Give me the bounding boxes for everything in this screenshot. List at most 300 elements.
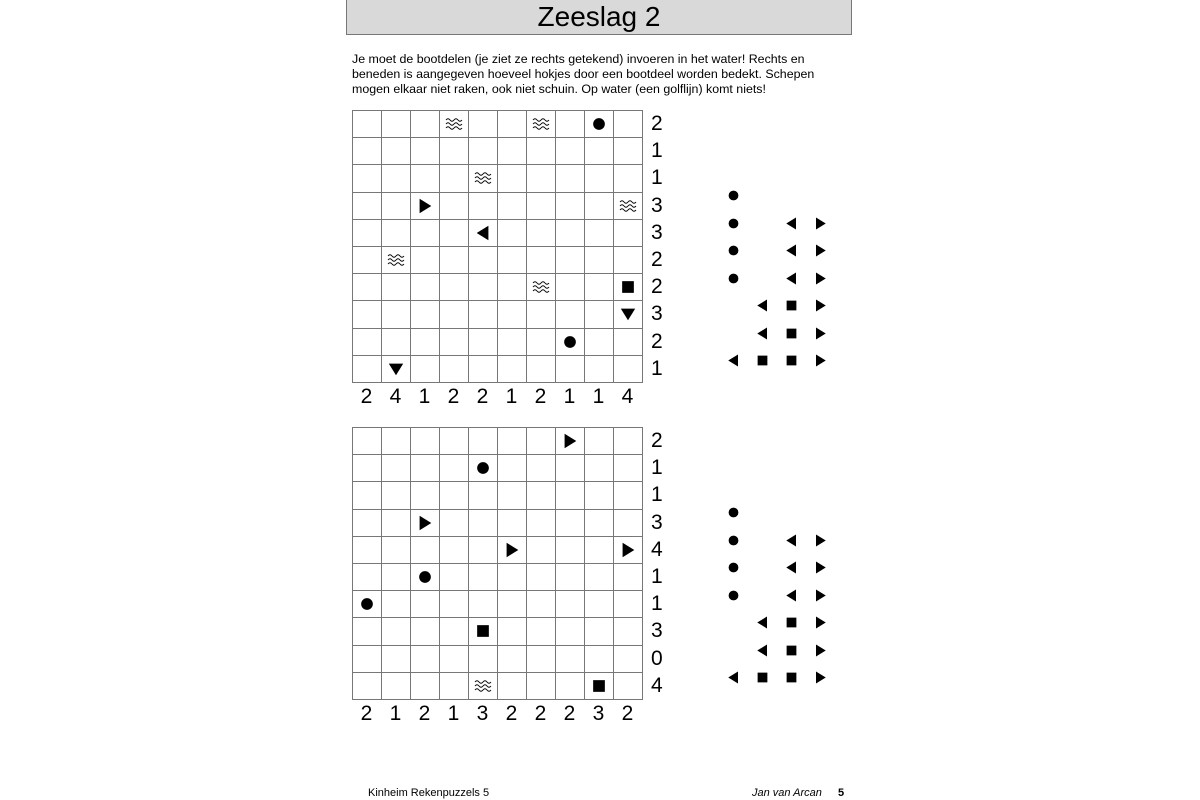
grid-row bbox=[353, 246, 643, 273]
grid-row bbox=[353, 355, 643, 382]
grid-row bbox=[353, 165, 643, 192]
grid-cell[interactable] bbox=[614, 455, 643, 482]
grid-cell[interactable] bbox=[527, 563, 556, 590]
grid-cell[interactable] bbox=[614, 428, 643, 455]
grid-row bbox=[353, 618, 643, 645]
column-clue: 2 bbox=[476, 385, 489, 408]
grid-row bbox=[353, 219, 643, 246]
grid-cell[interactable] bbox=[527, 618, 556, 645]
grid-cell[interactable] bbox=[556, 645, 585, 672]
grid-cell[interactable] bbox=[556, 536, 585, 563]
grid-cell[interactable] bbox=[556, 509, 585, 536]
grid-cell[interactable] bbox=[614, 355, 643, 382]
grid-cell[interactable] bbox=[614, 138, 643, 165]
grid-cell[interactable] bbox=[411, 645, 440, 672]
grid-row bbox=[353, 138, 643, 165]
grid-cell[interactable] bbox=[585, 509, 614, 536]
row-clue: 3 bbox=[651, 193, 663, 217]
puzzle-grid-2 bbox=[352, 427, 643, 700]
grid-cell[interactable] bbox=[382, 219, 411, 246]
footer-page-number: 5 bbox=[838, 787, 845, 799]
grid-cell[interactable] bbox=[440, 328, 469, 355]
grid-cell[interactable] bbox=[440, 428, 469, 455]
grid-cell[interactable] bbox=[498, 536, 527, 563]
grid-cell[interactable] bbox=[353, 111, 382, 138]
ship-single-icon bbox=[726, 505, 741, 520]
grid-cell[interactable] bbox=[411, 301, 440, 328]
grid-cell[interactable] bbox=[527, 111, 556, 138]
water-icon bbox=[444, 114, 464, 134]
grid-cell[interactable] bbox=[614, 672, 643, 699]
column-clue: 1 bbox=[563, 385, 576, 408]
ship-single-icon bbox=[358, 595, 376, 613]
grid-cell[interactable] bbox=[585, 138, 614, 165]
column-clue: 3 bbox=[592, 702, 605, 725]
grid-cell[interactable] bbox=[585, 428, 614, 455]
grid-cell[interactable] bbox=[353, 591, 382, 618]
grid-cell[interactable] bbox=[411, 455, 440, 482]
grid-cell[interactable] bbox=[527, 455, 556, 482]
grid-cell[interactable] bbox=[556, 591, 585, 618]
grid-cell[interactable] bbox=[440, 301, 469, 328]
row-clue: 2 bbox=[651, 329, 663, 353]
grid-cell[interactable] bbox=[382, 192, 411, 219]
grid-cell[interactable] bbox=[527, 536, 556, 563]
grid-cell[interactable] bbox=[353, 618, 382, 645]
grid-row bbox=[353, 192, 643, 219]
row-clue: 3 bbox=[651, 619, 663, 643]
grid-cell[interactable] bbox=[585, 111, 614, 138]
grid-cell[interactable] bbox=[585, 536, 614, 563]
grid-cell[interactable] bbox=[469, 301, 498, 328]
footer-author: Jan van Arcan bbox=[752, 787, 822, 799]
grid-cell[interactable] bbox=[498, 672, 527, 699]
grid-cell[interactable] bbox=[469, 563, 498, 590]
grid-cell[interactable] bbox=[411, 165, 440, 192]
ship-end-right-icon bbox=[619, 541, 637, 559]
grid-cell[interactable] bbox=[353, 219, 382, 246]
row-clue: 1 bbox=[651, 565, 663, 588]
ship-single-icon bbox=[726, 243, 741, 258]
grid-cell[interactable] bbox=[411, 482, 440, 509]
grid-cell[interactable] bbox=[585, 301, 614, 328]
ship-end-right-icon bbox=[813, 560, 828, 575]
column-clue: 2 bbox=[447, 385, 460, 408]
ship-single-icon bbox=[416, 568, 434, 586]
grid-cell[interactable] bbox=[556, 165, 585, 192]
column-clue: 2 bbox=[360, 702, 373, 725]
grid-cell[interactable] bbox=[440, 111, 469, 138]
grid-cell[interactable] bbox=[585, 618, 614, 645]
grid-cell[interactable] bbox=[614, 301, 643, 328]
ship-end-right-icon bbox=[813, 643, 828, 658]
grid-cell[interactable] bbox=[527, 591, 556, 618]
grid-cell[interactable] bbox=[585, 645, 614, 672]
grid-cell[interactable] bbox=[614, 645, 643, 672]
grid-cell[interactable] bbox=[469, 672, 498, 699]
ship-single-icon bbox=[590, 115, 608, 133]
grid-cell[interactable] bbox=[527, 355, 556, 382]
grid-cell[interactable] bbox=[527, 672, 556, 699]
grid-cell[interactable] bbox=[469, 219, 498, 246]
ship-end-left-icon bbox=[784, 560, 799, 575]
grid-cell[interactable] bbox=[498, 328, 527, 355]
grid-cell[interactable] bbox=[411, 274, 440, 301]
grid-cell[interactable] bbox=[469, 591, 498, 618]
ship-end-left-icon bbox=[755, 615, 770, 630]
grid-cell[interactable] bbox=[556, 355, 585, 382]
grid-cell[interactable] bbox=[440, 618, 469, 645]
grid-row bbox=[353, 591, 643, 618]
grid-cell[interactable] bbox=[469, 536, 498, 563]
grid-cell[interactable] bbox=[353, 536, 382, 563]
grid-cell[interactable] bbox=[527, 428, 556, 455]
grid-cell[interactable] bbox=[527, 165, 556, 192]
grid-cell[interactable] bbox=[556, 482, 585, 509]
grid-row bbox=[353, 274, 643, 301]
grid-cell[interactable] bbox=[585, 355, 614, 382]
water-icon bbox=[618, 196, 638, 216]
column-clue: 2 bbox=[360, 385, 373, 408]
grid-cell[interactable] bbox=[614, 219, 643, 246]
grid-cell[interactable] bbox=[469, 455, 498, 482]
grid-cell[interactable] bbox=[498, 428, 527, 455]
ship-middle-icon bbox=[590, 677, 608, 695]
grid-cell[interactable] bbox=[353, 274, 382, 301]
grid-cell[interactable] bbox=[469, 246, 498, 273]
grid-row bbox=[353, 509, 643, 536]
grid-cell[interactable] bbox=[556, 246, 585, 273]
grid-cell[interactable] bbox=[382, 672, 411, 699]
grid-cell[interactable] bbox=[382, 355, 411, 382]
grid-cell[interactable] bbox=[556, 111, 585, 138]
grid-cell[interactable] bbox=[556, 455, 585, 482]
grid-cell[interactable] bbox=[382, 428, 411, 455]
ship-end-right-icon bbox=[416, 197, 434, 215]
grid-cell[interactable] bbox=[411, 563, 440, 590]
ship-middle-icon bbox=[784, 326, 799, 341]
grid-cell[interactable] bbox=[614, 192, 643, 219]
row-clue: 1 bbox=[651, 166, 663, 190]
grid-cell[interactable] bbox=[498, 111, 527, 138]
ship-end-right-icon bbox=[813, 353, 828, 368]
grid-cell[interactable] bbox=[353, 645, 382, 672]
grid-cell[interactable] bbox=[585, 192, 614, 219]
grid-cell[interactable] bbox=[382, 509, 411, 536]
grid-cell[interactable] bbox=[556, 192, 585, 219]
grid-cell[interactable] bbox=[353, 328, 382, 355]
water-icon bbox=[386, 250, 406, 270]
grid-cell[interactable] bbox=[353, 165, 382, 192]
grid-cell[interactable] bbox=[527, 328, 556, 355]
grid-cell[interactable] bbox=[527, 509, 556, 536]
ship-end-right-icon bbox=[813, 533, 828, 548]
grid-cell[interactable] bbox=[411, 672, 440, 699]
ship-end-left-icon bbox=[755, 326, 770, 341]
grid-cell[interactable] bbox=[498, 274, 527, 301]
grid-row bbox=[353, 328, 643, 355]
grid-cell[interactable] bbox=[614, 591, 643, 618]
grid-cell[interactable] bbox=[382, 246, 411, 273]
grid-cell[interactable] bbox=[440, 192, 469, 219]
grid-cell[interactable] bbox=[469, 165, 498, 192]
grid-cell[interactable] bbox=[498, 591, 527, 618]
grid-cell[interactable] bbox=[469, 138, 498, 165]
grid-cell[interactable] bbox=[382, 328, 411, 355]
grid-cell[interactable] bbox=[353, 138, 382, 165]
puzzle-table bbox=[352, 110, 643, 383]
ship-middle-icon bbox=[784, 298, 799, 313]
grid-cell[interactable] bbox=[382, 165, 411, 192]
grid-cell[interactable] bbox=[382, 455, 411, 482]
grid-cell[interactable] bbox=[498, 645, 527, 672]
grid-cell[interactable] bbox=[353, 672, 382, 699]
grid-cell[interactable] bbox=[556, 672, 585, 699]
grid-cell[interactable] bbox=[440, 355, 469, 382]
ship-middle-icon bbox=[755, 670, 770, 685]
grid-cell[interactable] bbox=[411, 111, 440, 138]
grid-cell[interactable] bbox=[411, 509, 440, 536]
grid-cell[interactable] bbox=[498, 219, 527, 246]
column-clue: 2 bbox=[534, 385, 547, 408]
column-clue: 1 bbox=[389, 702, 402, 725]
grid-cell[interactable] bbox=[527, 301, 556, 328]
grid-cell[interactable] bbox=[469, 618, 498, 645]
grid-cell[interactable] bbox=[469, 274, 498, 301]
grid-cell[interactable] bbox=[527, 219, 556, 246]
row-clue: 3 bbox=[651, 302, 663, 326]
row-clue: 3 bbox=[651, 220, 663, 244]
grid-cell[interactable] bbox=[469, 192, 498, 219]
grid-cell[interactable] bbox=[382, 536, 411, 563]
ship-middle-icon bbox=[784, 353, 799, 368]
grid-row bbox=[353, 672, 643, 699]
grid-cell[interactable] bbox=[411, 192, 440, 219]
grid-cell[interactable] bbox=[614, 274, 643, 301]
grid-cell[interactable] bbox=[353, 301, 382, 328]
grid-cell[interactable] bbox=[411, 219, 440, 246]
grid-cell[interactable] bbox=[411, 328, 440, 355]
grid-cell[interactable] bbox=[614, 328, 643, 355]
grid-cell[interactable] bbox=[382, 138, 411, 165]
grid-cell[interactable] bbox=[440, 165, 469, 192]
grid-cell[interactable] bbox=[411, 355, 440, 382]
grid-cell[interactable] bbox=[556, 563, 585, 590]
grid-cell[interactable] bbox=[440, 509, 469, 536]
grid-cell[interactable] bbox=[440, 645, 469, 672]
row-clue: 4 bbox=[651, 673, 663, 697]
column-clue: 3 bbox=[476, 702, 489, 725]
column-clue: 4 bbox=[621, 385, 634, 408]
grid-cell[interactable] bbox=[556, 428, 585, 455]
grid-cell[interactable] bbox=[498, 246, 527, 273]
grid-cell[interactable] bbox=[498, 355, 527, 382]
grid-cell[interactable] bbox=[353, 509, 382, 536]
ship-end-right-icon bbox=[813, 271, 828, 286]
grid-cell[interactable] bbox=[614, 111, 643, 138]
grid-cell[interactable] bbox=[585, 482, 614, 509]
ship-middle-icon bbox=[784, 615, 799, 630]
grid-cell[interactable] bbox=[614, 509, 643, 536]
grid-cell[interactable] bbox=[411, 536, 440, 563]
grid-cell[interactable] bbox=[585, 219, 614, 246]
grid-cell[interactable] bbox=[527, 246, 556, 273]
grid-row bbox=[353, 536, 643, 563]
grid-cell[interactable] bbox=[440, 563, 469, 590]
grid-cell[interactable] bbox=[556, 328, 585, 355]
ship-end-left-icon bbox=[755, 298, 770, 313]
ship-end-left-icon bbox=[755, 643, 770, 658]
column-clue: 2 bbox=[418, 702, 431, 725]
ship-end-down-icon bbox=[619, 305, 637, 323]
grid-cell[interactable] bbox=[498, 165, 527, 192]
grid-cell[interactable] bbox=[527, 192, 556, 219]
grid-cell[interactable] bbox=[556, 219, 585, 246]
grid-cell[interactable] bbox=[527, 274, 556, 301]
grid-cell[interactable] bbox=[585, 165, 614, 192]
grid-cell[interactable] bbox=[411, 591, 440, 618]
grid-cell[interactable] bbox=[353, 428, 382, 455]
ship-end-right-icon bbox=[813, 326, 828, 341]
grid-cell[interactable] bbox=[585, 246, 614, 273]
grid-cell[interactable] bbox=[585, 328, 614, 355]
grid-cell[interactable] bbox=[382, 591, 411, 618]
row-clue: 3 bbox=[651, 510, 663, 534]
grid-cell[interactable] bbox=[411, 618, 440, 645]
page-title-bar bbox=[346, 0, 852, 35]
grid-cell[interactable] bbox=[440, 219, 469, 246]
grid-cell[interactable] bbox=[440, 246, 469, 273]
grid-cell[interactable] bbox=[469, 355, 498, 382]
water-icon bbox=[473, 168, 493, 188]
ship-end-right-icon bbox=[813, 670, 828, 685]
grid-cell[interactable] bbox=[353, 192, 382, 219]
grid-cell[interactable] bbox=[585, 455, 614, 482]
grid-cell[interactable] bbox=[556, 618, 585, 645]
ship-middle-icon bbox=[619, 278, 637, 296]
grid-cell[interactable] bbox=[382, 645, 411, 672]
grid-cell[interactable] bbox=[614, 536, 643, 563]
row-clue: 0 bbox=[651, 646, 663, 670]
column-clue: 1 bbox=[418, 385, 431, 408]
column-clue: 4 bbox=[389, 385, 402, 408]
grid-cell[interactable] bbox=[440, 274, 469, 301]
grid-cell[interactable] bbox=[440, 536, 469, 563]
grid-cell[interactable] bbox=[498, 455, 527, 482]
grid-cell[interactable] bbox=[527, 138, 556, 165]
grid-cell[interactable] bbox=[353, 563, 382, 590]
grid-row bbox=[353, 455, 643, 482]
grid-row bbox=[353, 482, 643, 509]
water-icon bbox=[531, 114, 551, 134]
grid-cell[interactable] bbox=[440, 482, 469, 509]
column-clue: 2 bbox=[621, 702, 634, 725]
grid-cell[interactable] bbox=[614, 482, 643, 509]
grid-cell[interactable] bbox=[498, 301, 527, 328]
grid-cell[interactable] bbox=[440, 672, 469, 699]
grid-cell[interactable] bbox=[498, 509, 527, 536]
ship-middle-icon bbox=[784, 643, 799, 658]
puzzle-table bbox=[352, 427, 643, 700]
grid-cell[interactable] bbox=[411, 138, 440, 165]
grid-row bbox=[353, 111, 643, 138]
grid-row bbox=[353, 301, 643, 328]
ship-single-icon bbox=[726, 588, 741, 603]
grid-cell[interactable] bbox=[585, 672, 614, 699]
grid-cell[interactable] bbox=[353, 482, 382, 509]
ship-middle-icon bbox=[755, 353, 770, 368]
grid-cell[interactable] bbox=[527, 482, 556, 509]
grid-cell[interactable] bbox=[411, 428, 440, 455]
ship-end-right-icon bbox=[561, 432, 579, 450]
ship-middle-icon bbox=[784, 670, 799, 685]
ship-end-right-icon bbox=[813, 216, 828, 231]
row-clue: 1 bbox=[651, 483, 663, 507]
grid-cell[interactable] bbox=[614, 165, 643, 192]
grid-cell[interactable] bbox=[440, 455, 469, 482]
grid-cell[interactable] bbox=[585, 274, 614, 301]
grid-cell[interactable] bbox=[585, 591, 614, 618]
grid-cell[interactable] bbox=[382, 274, 411, 301]
grid-cell[interactable] bbox=[498, 138, 527, 165]
row-clue: 4 bbox=[651, 537, 663, 561]
column-clue: 2 bbox=[505, 702, 518, 725]
grid-cell[interactable] bbox=[382, 301, 411, 328]
grid-cell[interactable] bbox=[585, 563, 614, 590]
grid-cell[interactable] bbox=[614, 618, 643, 645]
row-clue: 2 bbox=[651, 112, 663, 135]
grid-cell[interactable] bbox=[469, 328, 498, 355]
grid-cell[interactable] bbox=[353, 455, 382, 482]
grid-cell[interactable] bbox=[382, 482, 411, 509]
column-clue: 2 bbox=[563, 702, 576, 725]
grid-cell[interactable] bbox=[353, 246, 382, 273]
grid-cell[interactable] bbox=[440, 138, 469, 165]
grid-cell[interactable] bbox=[382, 563, 411, 590]
grid-cell[interactable] bbox=[614, 563, 643, 590]
row-clue: 1 bbox=[651, 356, 663, 380]
grid-cell[interactable] bbox=[614, 246, 643, 273]
grid-cell[interactable] bbox=[527, 645, 556, 672]
grid-cell[interactable] bbox=[469, 645, 498, 672]
grid-cell[interactable] bbox=[556, 301, 585, 328]
ship-single-icon bbox=[561, 333, 579, 351]
water-icon bbox=[473, 676, 493, 696]
puzzle-grid-1 bbox=[352, 110, 643, 383]
grid-cell[interactable] bbox=[353, 355, 382, 382]
grid-cell[interactable] bbox=[556, 138, 585, 165]
row-clue: 1 bbox=[651, 139, 663, 163]
ship-end-right-icon bbox=[416, 514, 434, 532]
grid-cell[interactable] bbox=[469, 111, 498, 138]
ship-single-icon bbox=[726, 216, 741, 231]
grid-cell[interactable] bbox=[469, 482, 498, 509]
grid-cell[interactable] bbox=[556, 274, 585, 301]
grid-cell[interactable] bbox=[469, 428, 498, 455]
grid-cell[interactable] bbox=[498, 563, 527, 590]
grid-cell[interactable] bbox=[469, 509, 498, 536]
grid-cell[interactable] bbox=[498, 192, 527, 219]
grid-cell[interactable] bbox=[498, 618, 527, 645]
grid-cell[interactable] bbox=[498, 482, 527, 509]
grid-cell[interactable] bbox=[411, 246, 440, 273]
ship-single-icon bbox=[726, 560, 741, 575]
footer-book-title: Kinheim Rekenpuzzels 5 bbox=[368, 787, 490, 799]
ship-end-left-icon bbox=[474, 224, 492, 242]
grid-cell[interactable] bbox=[382, 618, 411, 645]
grid-cell[interactable] bbox=[382, 111, 411, 138]
grid-cell[interactable] bbox=[440, 591, 469, 618]
